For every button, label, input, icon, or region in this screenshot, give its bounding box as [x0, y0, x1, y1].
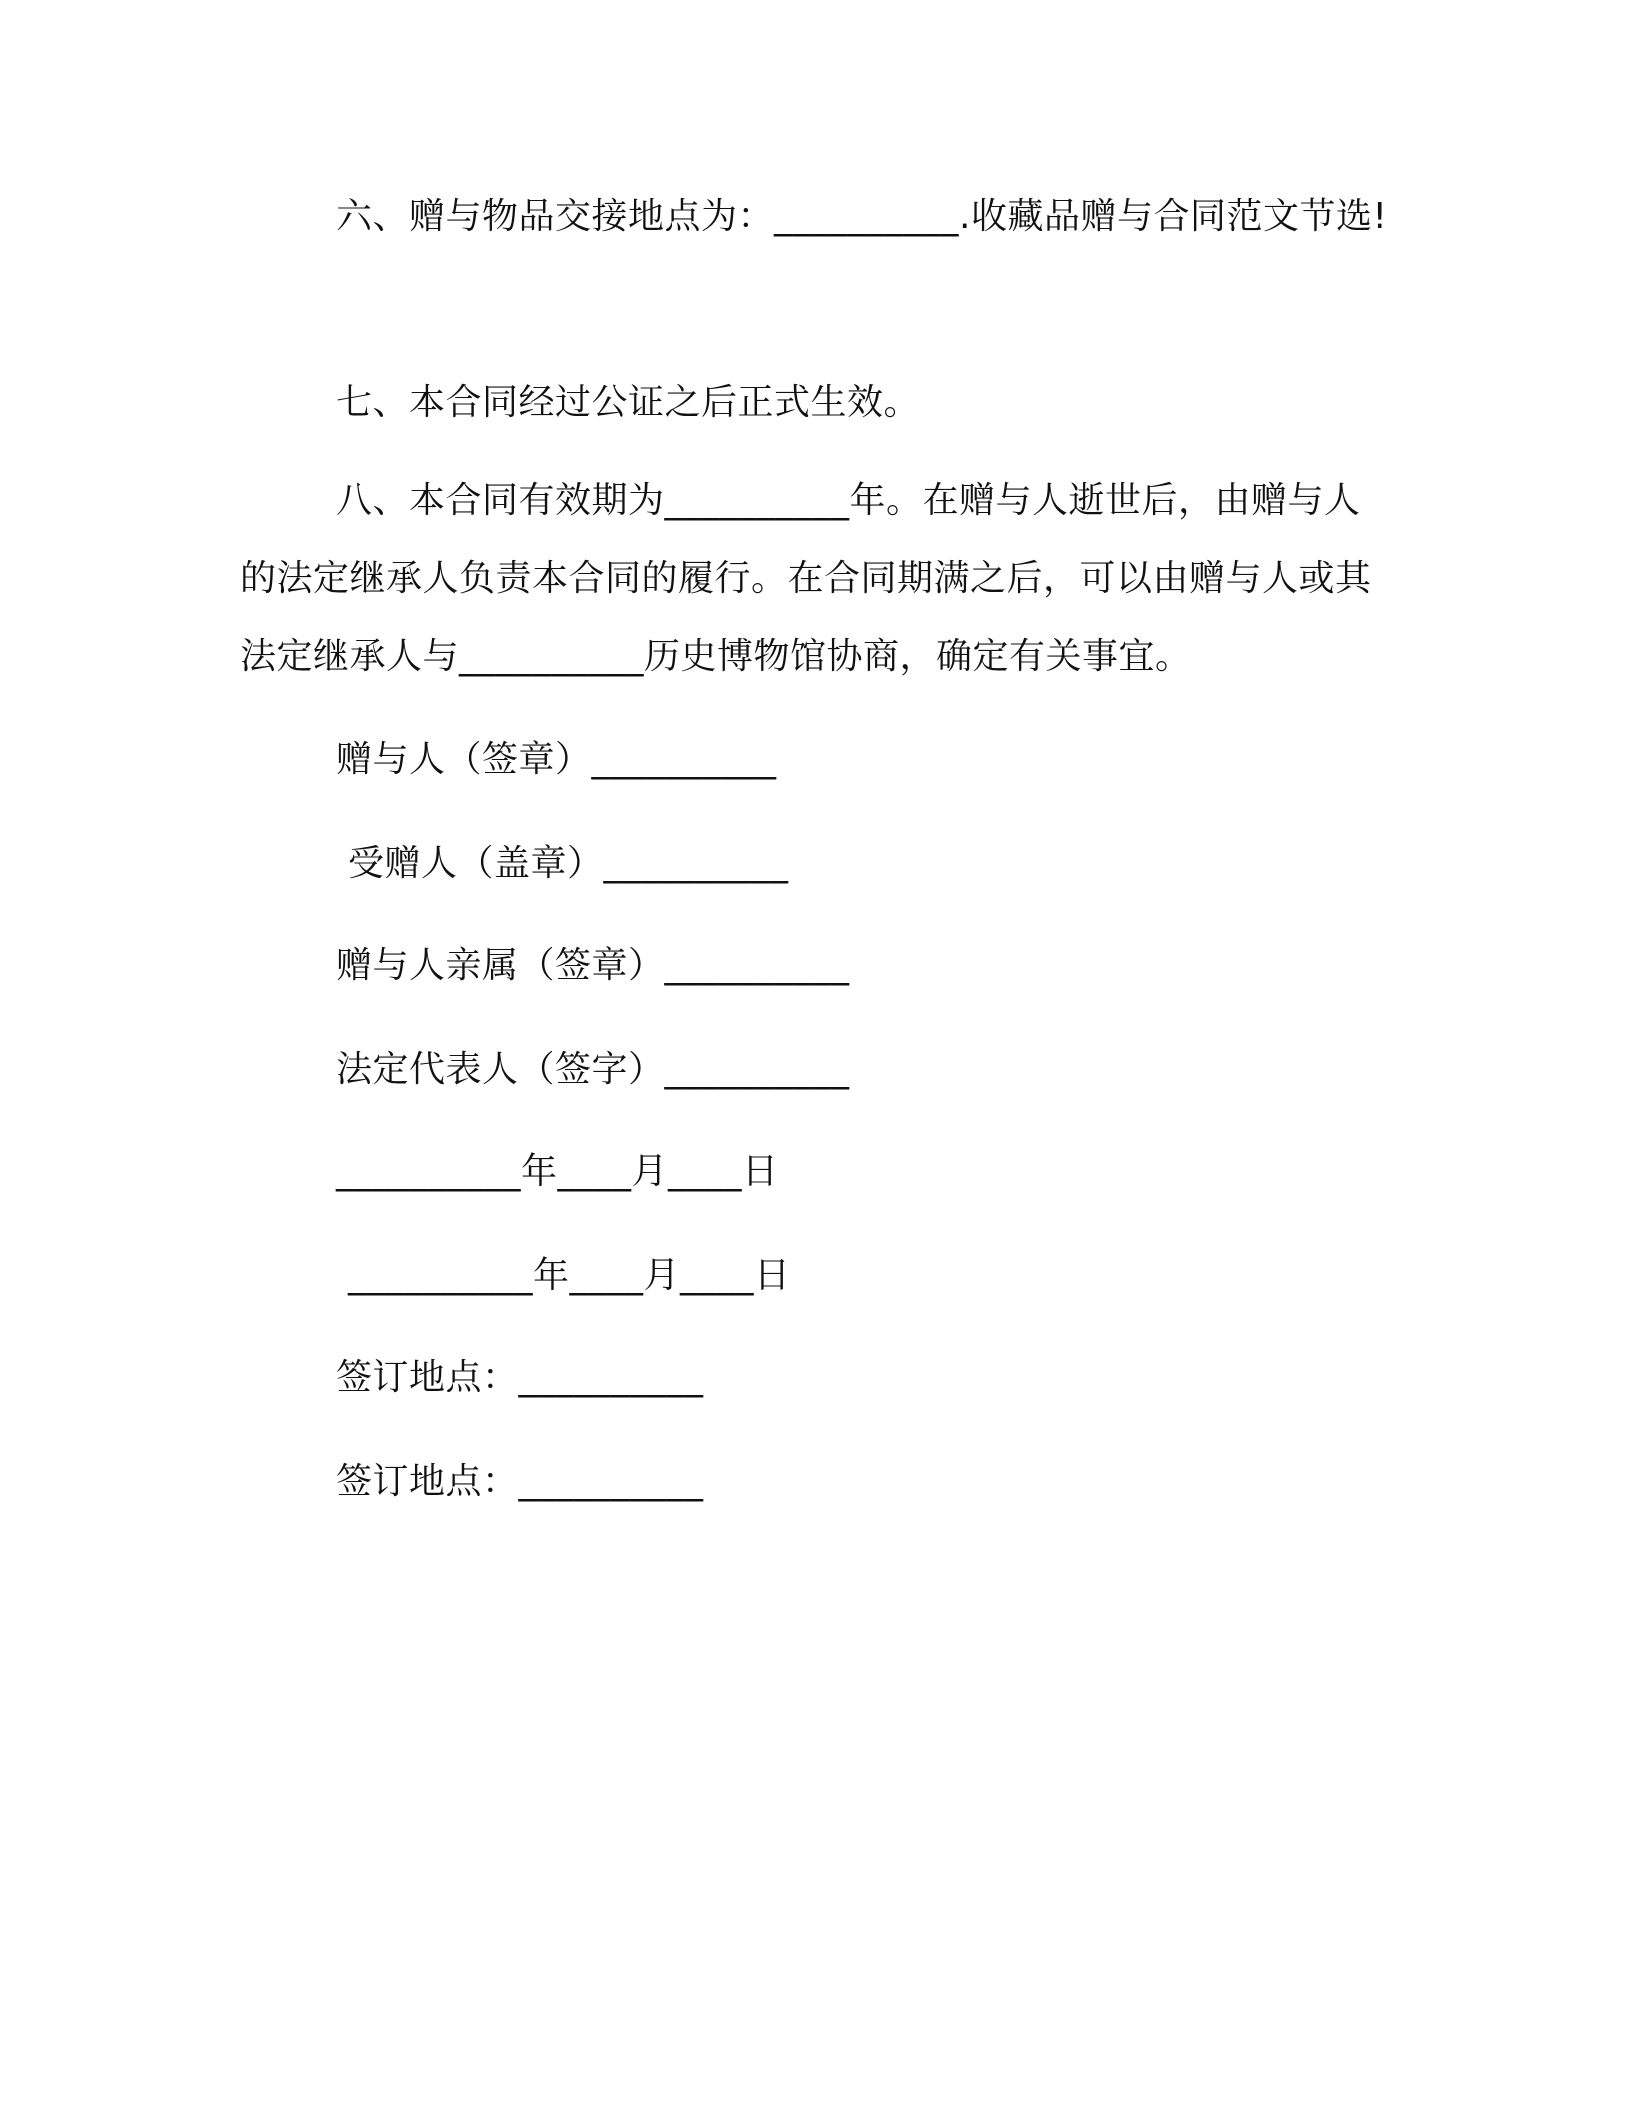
signing-place-line-1: 签订地点：__________ [336, 1357, 704, 1398]
clause-eight: 八、本合同有效期为__________年。在赠与人逝世后，由赠与人的法定继承人负责本合同的履行。在合同期满之后，可以由赠与人或其法定继承人与__________历史博物馆协商，确定有关事宜。 [240, 480, 1372, 677]
legal-representative-signature-line: 法定代表人（签字）__________ [336, 1049, 850, 1090]
clause-six: 六、赠与物品交接地点为：__________.收藏品赠与合同范文节选! [336, 196, 1388, 237]
donor-signature-line: 赠与人（签章）__________ [336, 739, 777, 780]
date-line-2: __________年____月____日 [336, 1255, 791, 1296]
donor-relative-signature-line: 赠与人亲属（签章）__________ [336, 945, 850, 986]
clause-seven: 七、本合同经过公证之后正式生效。 [336, 382, 921, 423]
recipient-seal-line: 受赠人（盖章）__________ [336, 843, 789, 884]
signing-place-line-2: 签订地点：__________ [336, 1461, 704, 1502]
date-line-1: __________年____月____日 [336, 1151, 779, 1192]
